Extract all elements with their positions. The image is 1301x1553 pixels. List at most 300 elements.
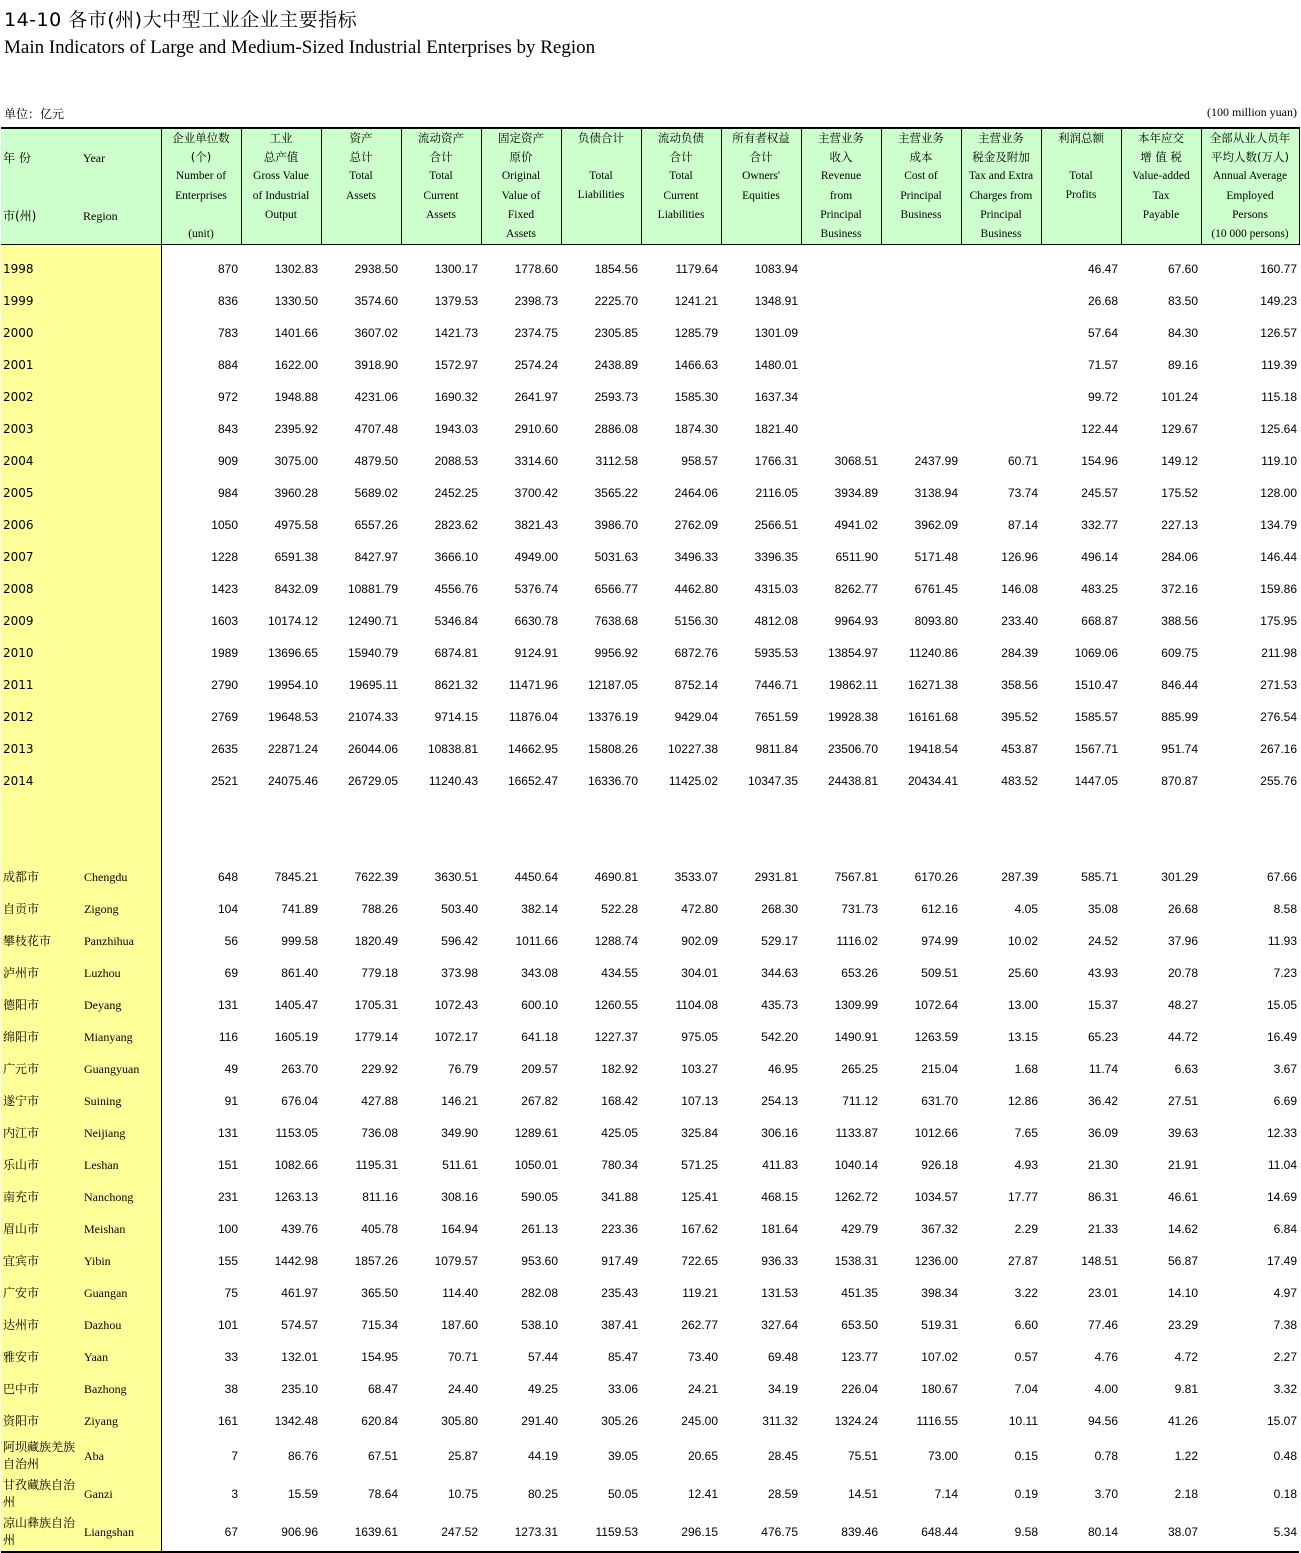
- table-cell: 56: [224, 934, 238, 949]
- table-cell: 3068.51: [834, 454, 878, 469]
- table-cell: 103.27: [681, 1062, 718, 1077]
- row-label-en: Guangyuan: [81, 1053, 161, 1085]
- table-cell: 6.84: [1273, 1222, 1297, 1237]
- table-cell: 9714.15: [434, 710, 478, 725]
- table-cell: 429.79: [841, 1222, 878, 1237]
- row-label-cn: [1, 477, 81, 509]
- table-cell: 37.96: [1167, 934, 1198, 949]
- table-cell: 511.61: [442, 1158, 478, 1173]
- table-cell: 36.09: [1087, 1126, 1118, 1141]
- table-cell: 263.70: [281, 1062, 318, 1077]
- table-cell: 1179.64: [675, 262, 718, 277]
- table-cell: 10174.12: [267, 614, 318, 629]
- row-label-cn: [1, 925, 81, 957]
- table-cell: 372.16: [1161, 582, 1198, 597]
- table-cell: 5.34: [1273, 1525, 1297, 1540]
- column-header: [321, 128, 401, 245]
- table-cell: 1603: [211, 614, 238, 629]
- table-cell: 427.88: [361, 1094, 398, 1109]
- table-cell: 155: [217, 1254, 238, 1269]
- table-cell: 811.16: [362, 1190, 398, 1205]
- table-cell: 2635: [211, 742, 238, 757]
- table-row: [1, 829, 1299, 861]
- table-cell: 472.80: [681, 902, 718, 917]
- table-cell: 3918.90: [354, 358, 398, 373]
- table-cell: 3396.35: [754, 550, 798, 565]
- row-label-cn-text: 巴中市: [3, 1381, 40, 1396]
- region-header-en: Region: [83, 209, 118, 223]
- row-label-cn: [1, 1309, 81, 1341]
- column-header-line: Liabilities: [577, 189, 625, 202]
- table-cell: 11471.96: [508, 678, 558, 693]
- table-cell: [1041, 829, 1121, 861]
- table-cell: 149.23: [1260, 294, 1297, 309]
- table-cell: 175.95: [1260, 614, 1297, 629]
- table-cell: 44.19: [527, 1449, 558, 1464]
- row-label-en: Zigong: [81, 893, 161, 925]
- column-header-line: 企业单位数: [172, 131, 230, 145]
- table-cell: 4879.50: [354, 454, 398, 469]
- table-cell: 15940.79: [347, 646, 398, 661]
- table-cell: 11.93: [1267, 934, 1297, 949]
- row-label-cn: [1, 1245, 81, 1277]
- table-cell: 14.62: [1167, 1222, 1198, 1237]
- table-cell: 27.87: [1007, 1254, 1038, 1269]
- table-cell: 75: [224, 1286, 238, 1301]
- table-cell: 7845.21: [274, 870, 318, 885]
- table-cell: 254.13: [761, 1094, 798, 1109]
- table-cell: 85.47: [607, 1350, 638, 1365]
- table-cell: 3.22: [1014, 1286, 1038, 1301]
- table-cell: [1201, 829, 1299, 861]
- table-cell: 28.59: [767, 1487, 798, 1502]
- table-cell: 49.25: [527, 1382, 558, 1397]
- table-cell: 284.06: [1161, 550, 1198, 565]
- table-cell: [801, 829, 881, 861]
- row-label-cn-text: 2004: [3, 453, 34, 468]
- table-cell: [881, 317, 961, 349]
- column-header-line: 流动负债: [658, 131, 704, 145]
- table-cell: 3.70: [1094, 1487, 1118, 1502]
- table-cell: 3960.28: [274, 486, 318, 501]
- table-cell: 7651.59: [754, 710, 798, 725]
- table-cell: 276.54: [1260, 710, 1297, 725]
- table-cell: 2931.81: [754, 870, 798, 885]
- table-row: [1, 317, 1299, 349]
- table-cell: 984: [217, 486, 238, 501]
- table-cell: 1012.66: [914, 1126, 958, 1141]
- table-cell: 80.14: [1087, 1525, 1118, 1540]
- table-cell: 70.71: [447, 1350, 478, 1365]
- table-cell: 9.81: [1174, 1382, 1198, 1397]
- table-cell: 1302.83: [274, 262, 318, 277]
- table-cell: 126.57: [1260, 326, 1297, 341]
- column-header-line: 原价: [509, 150, 533, 165]
- row-label-cn: [1, 1437, 81, 1475]
- table-cell: 301.29: [1161, 870, 1198, 885]
- table-cell: 68.47: [367, 1382, 398, 1397]
- table-cell: 23.29: [1167, 1318, 1198, 1333]
- table-cell: 4231.06: [354, 390, 398, 405]
- table-cell: 8621.32: [434, 678, 478, 693]
- table-cell: 1639.61: [354, 1525, 398, 1540]
- table-cell: 2305.85: [594, 326, 638, 341]
- table-cell: 24.40: [447, 1382, 478, 1397]
- table-cell: 167.62: [681, 1222, 718, 1237]
- table-row: [1, 637, 1299, 669]
- column-header-line: [562, 148, 641, 167]
- row-label-cn: [1, 797, 81, 829]
- table-cell: 1442.98: [274, 1254, 318, 1269]
- table-cell: 16161.68: [907, 710, 958, 725]
- table-cell: 2.29: [1014, 1222, 1038, 1237]
- table-cell: 73.40: [687, 1350, 718, 1365]
- table-cell: [161, 829, 241, 861]
- table-cell: 1011.66: [515, 934, 558, 949]
- row-label-cn: [1, 509, 81, 541]
- table-cell: 7.23: [1273, 966, 1297, 981]
- table-cell: 951.74: [1161, 742, 1198, 757]
- row-label-en: [81, 381, 161, 413]
- table-cell: 365.50: [361, 1286, 398, 1301]
- table-cell: 1538.31: [834, 1254, 878, 1269]
- table-cell: 1779.14: [354, 1030, 398, 1045]
- row-label-en: [81, 605, 161, 637]
- table-cell: 15.37: [1087, 998, 1118, 1013]
- unit-label-en: (100 million yuan): [1207, 105, 1297, 119]
- table-row: [1, 477, 1299, 509]
- column-header-line: [162, 206, 241, 225]
- table-cell: 229.92: [361, 1062, 398, 1077]
- table-cell: [801, 349, 881, 381]
- table-cell: 24.52: [1087, 934, 1118, 949]
- table-cell: 25.60: [1007, 966, 1038, 981]
- table-cell: 24438.81: [827, 774, 878, 789]
- table-cell: 125.64: [1260, 422, 1297, 437]
- table-cell: 641.18: [521, 1030, 558, 1045]
- table-cell: 780.34: [601, 1158, 638, 1173]
- table-cell: [1121, 797, 1201, 829]
- column-header: [561, 128, 641, 245]
- column-header: [721, 128, 801, 245]
- table-cell: 1379.53: [434, 294, 478, 309]
- table-cell: [481, 829, 561, 861]
- table-cell: 1300.17: [434, 262, 478, 277]
- column-header-line: Output: [265, 208, 297, 221]
- table-cell: 1.68: [1014, 1062, 1038, 1077]
- table-row: [1, 733, 1299, 765]
- table-cell: 126.96: [1001, 550, 1038, 565]
- table-cell: 8432.09: [274, 582, 318, 597]
- column-header-line: 总计: [349, 150, 373, 165]
- row-label-cn-text: 雅安市: [3, 1349, 40, 1364]
- table-cell: 0.15: [1014, 1449, 1038, 1464]
- table-cell: 67: [224, 1525, 238, 1540]
- table-cell: 26729.05: [347, 774, 398, 789]
- table-row: [1, 1277, 1299, 1309]
- row-label-en: Panzhihua: [81, 925, 161, 957]
- table-cell: 358.56: [1001, 678, 1038, 693]
- table-cell: 11240.86: [908, 646, 958, 661]
- column-header-line: 合计: [669, 150, 693, 165]
- table-cell: 3574.60: [354, 294, 398, 309]
- table-cell: 2641.97: [514, 390, 558, 405]
- table-cell: 8752.14: [674, 678, 718, 693]
- row-label-cn-text: 2007: [3, 549, 34, 564]
- table-cell: 86.76: [287, 1449, 318, 1464]
- table-cell: 255.76: [1260, 774, 1297, 789]
- table-cell: 953.60: [521, 1254, 558, 1269]
- table-cell: 1690.32: [434, 390, 478, 405]
- table-cell: 6557.26: [354, 518, 398, 533]
- table-cell: 48.27: [1167, 998, 1198, 1013]
- table-cell: 6630.78: [514, 614, 558, 629]
- table-cell: 1989: [211, 646, 238, 661]
- table-cell: 631.70: [921, 1094, 958, 1109]
- column-header-line: Gross Value: [253, 170, 309, 183]
- table-row: [1, 1021, 1299, 1053]
- table-cell: 3934.89: [834, 486, 878, 501]
- table-cell: 2395.92: [274, 422, 318, 437]
- table-cell: 3112.58: [595, 454, 638, 469]
- table-cell: [881, 349, 961, 381]
- table-cell: [1041, 797, 1121, 829]
- column-header-line: 合计: [749, 150, 773, 165]
- table-cell: 1585.30: [674, 390, 718, 405]
- row-label-cn-text: 乐山市: [3, 1157, 40, 1172]
- table-cell: 73.74: [1007, 486, 1038, 501]
- table-cell: 4949.00: [514, 550, 558, 565]
- table-cell: 2886.08: [594, 422, 638, 437]
- table-cell: 128.00: [1260, 486, 1297, 501]
- column-header-line: 主营业务: [898, 131, 944, 145]
- row-label-cn: [1, 701, 81, 733]
- table-cell: 668.87: [1081, 614, 1118, 629]
- row-label-cn-text: 2012: [3, 709, 34, 724]
- row-label-cn-text: 遂宁市: [3, 1093, 40, 1108]
- row-label-en: [81, 477, 161, 509]
- row-label-en: Deyang: [81, 989, 161, 1021]
- table-row: [1, 509, 1299, 541]
- table-cell: [321, 829, 401, 861]
- row-label-cn-text: 宜宾市: [3, 1253, 40, 1268]
- stub-header-en: [81, 128, 161, 245]
- table-cell: 7.65: [1014, 1126, 1038, 1141]
- table-cell: 26.68: [1167, 902, 1198, 917]
- table-row: [1, 1475, 1299, 1513]
- table-cell: 906.96: [281, 1525, 318, 1540]
- table-cell: 1288.74: [594, 934, 638, 949]
- row-label-en: [81, 733, 161, 765]
- table-cell: [961, 797, 1041, 829]
- table-cell: 741.89: [281, 902, 318, 917]
- row-label-cn: [1, 669, 81, 701]
- table-cell: 235.10: [281, 1382, 318, 1397]
- table-cell: 245.57: [1081, 486, 1118, 501]
- table-cell: 100: [217, 1222, 238, 1237]
- table-cell: 107.02: [921, 1350, 958, 1365]
- table-cell: 262.77: [681, 1318, 718, 1333]
- table-cell: 395.52: [1001, 710, 1038, 725]
- table-cell: 846.44: [1161, 678, 1198, 693]
- table-row: [1, 381, 1299, 413]
- table-cell: 73.00: [927, 1449, 958, 1464]
- row-label-en: Aba: [81, 1437, 161, 1475]
- table-cell: 1854.56: [594, 262, 638, 277]
- table-cell: 21.30: [1087, 1158, 1118, 1173]
- table-cell: 648: [217, 870, 238, 885]
- table-cell: 227.13: [1161, 518, 1198, 533]
- table-cell: 132.01: [281, 1350, 318, 1365]
- table-cell: 2438.89: [594, 358, 638, 373]
- table-cell: 33.06: [607, 1382, 638, 1397]
- table-cell: 2225.70: [594, 294, 638, 309]
- table-cell: 19954.10: [267, 678, 318, 693]
- row-label-cn: [1, 445, 81, 477]
- table-cell: 1040.14: [834, 1158, 878, 1173]
- table-cell: [881, 285, 961, 317]
- row-label-en: [81, 541, 161, 573]
- column-header-line: Assets: [345, 189, 377, 202]
- table-cell: 4315.03: [754, 582, 798, 597]
- table-cell: 4690.81: [594, 870, 638, 885]
- row-label-cn: [1, 245, 81, 286]
- table-cell: 2437.99: [914, 454, 958, 469]
- stub-header-cn: [1, 128, 81, 245]
- table-row: [1, 605, 1299, 637]
- table-cell: 60.71: [1007, 454, 1038, 469]
- table-cell: [641, 797, 721, 829]
- table-cell: 151: [217, 1158, 238, 1173]
- table-cell: 3607.02: [354, 326, 398, 341]
- table-cell: 131.53: [761, 1286, 798, 1301]
- table-cell: 67.66: [1266, 870, 1297, 885]
- table-cell: 267.82: [521, 1094, 558, 1109]
- table-row: [1, 285, 1299, 317]
- row-label-cn-text: 1999: [3, 293, 34, 308]
- table-cell: 282.08: [521, 1286, 558, 1301]
- year-header-en: Year: [83, 151, 106, 165]
- table-cell: 13376.19: [587, 710, 638, 725]
- table-row: [1, 1149, 1299, 1181]
- table-row: [1, 989, 1299, 1021]
- table-cell: 6874.81: [434, 646, 478, 661]
- table-cell: [881, 829, 961, 861]
- row-label-cn: [1, 317, 81, 349]
- column-header-line: Employed: [1226, 189, 1274, 202]
- row-label-cn-text: 2000: [3, 325, 34, 340]
- table-cell: 1857.26: [354, 1254, 398, 1269]
- table-cell: 235.43: [601, 1286, 638, 1301]
- table-cell: 75.51: [847, 1449, 878, 1464]
- table-cell: 20.78: [1167, 966, 1198, 981]
- table-cell: 711.12: [842, 1094, 878, 1109]
- table-cell: 1050.01: [514, 1158, 558, 1173]
- table-cell: 160.77: [1260, 262, 1297, 277]
- row-label-cn-text: 阿坝藏族羌族自治州: [3, 1440, 76, 1472]
- table-cell: 9124.91: [514, 646, 558, 661]
- table-cell: 1423: [211, 582, 238, 597]
- table-cell: 1820.49: [354, 934, 398, 949]
- table-cell: 1260.55: [594, 998, 638, 1013]
- table-cell: 2452.25: [434, 486, 478, 501]
- table-cell: 382.14: [521, 902, 558, 917]
- table-cell: 2464.06: [674, 486, 718, 501]
- table-cell: 349.90: [441, 1126, 478, 1141]
- table-cell: 211.98: [1261, 646, 1297, 661]
- table-cell: 12.86: [1007, 1094, 1038, 1109]
- table-cell: 76.79: [447, 1062, 478, 1077]
- column-header-line: 固定资产: [498, 131, 544, 145]
- table-cell: 306.16: [761, 1126, 798, 1141]
- row-label-cn-text: 2006: [3, 517, 34, 532]
- table-cell: 8427.97: [354, 550, 398, 565]
- table-cell: 341.88: [601, 1190, 638, 1205]
- table-cell: 308.16: [441, 1190, 478, 1205]
- row-label-en: [81, 349, 161, 381]
- row-label-cn-text: 甘孜藏族自治州: [3, 1478, 76, 1510]
- column-header-line: 成本: [909, 150, 933, 165]
- table-row: [1, 1085, 1299, 1117]
- table-cell: 146.44: [1260, 550, 1297, 565]
- row-label-cn-text: 2008: [3, 581, 34, 596]
- table-cell: 839.46: [841, 1525, 878, 1540]
- table-cell: 20434.41: [907, 774, 958, 789]
- table-cell: 405.78: [361, 1222, 398, 1237]
- table-cell: 22871.24: [267, 742, 318, 757]
- table-row: [1, 445, 1299, 477]
- table-cell: 99.72: [1087, 390, 1118, 405]
- column-header-line: Charges from: [969, 189, 1033, 202]
- table-cell: 2566.51: [754, 518, 798, 533]
- row-label-cn: [1, 573, 81, 605]
- table-cell: 387.41: [601, 1318, 638, 1333]
- column-header-line: Payable: [1142, 208, 1180, 221]
- row-label-cn: [1, 541, 81, 573]
- table-cell: 24075.46: [267, 774, 318, 789]
- row-label-en: Luzhou: [81, 957, 161, 989]
- table-cell: 11240.43: [428, 774, 478, 789]
- table-cell: 9.58: [1014, 1525, 1038, 1540]
- table-cell: 159.86: [1260, 582, 1297, 597]
- table-cell: 5346.84: [434, 614, 478, 629]
- table-cell: 468.15: [761, 1190, 798, 1205]
- table-row: [1, 893, 1299, 925]
- table-row: [1, 1213, 1299, 1245]
- table-cell: 26044.06: [347, 742, 398, 757]
- table-cell: 57.44: [527, 1350, 558, 1365]
- table-cell: 91: [224, 1094, 238, 1109]
- row-label-cn-text: 达州市: [3, 1317, 40, 1332]
- row-label-cn: [1, 285, 81, 317]
- table-cell: 451.35: [841, 1286, 878, 1301]
- table-cell: 1072.17: [434, 1030, 478, 1045]
- row-label-cn: [1, 861, 81, 893]
- column-header-line: Fixed: [507, 208, 535, 221]
- column-header-line: 主营业务: [978, 131, 1024, 145]
- table-cell: 2088.53: [434, 454, 478, 469]
- table-row: [1, 1117, 1299, 1149]
- table-cell: 114.40: [442, 1286, 478, 1301]
- table-cell: 215.04: [921, 1062, 958, 1077]
- row-label-en: Liangshan: [81, 1513, 161, 1552]
- table-cell: 0.78: [1094, 1449, 1118, 1464]
- table-cell: 16271.38: [907, 678, 958, 693]
- table-row: [1, 1181, 1299, 1213]
- table-cell: 11.74: [1088, 1062, 1118, 1077]
- table-cell: 148.51: [1081, 1254, 1118, 1269]
- table-cell: 56.87: [1167, 1254, 1198, 1269]
